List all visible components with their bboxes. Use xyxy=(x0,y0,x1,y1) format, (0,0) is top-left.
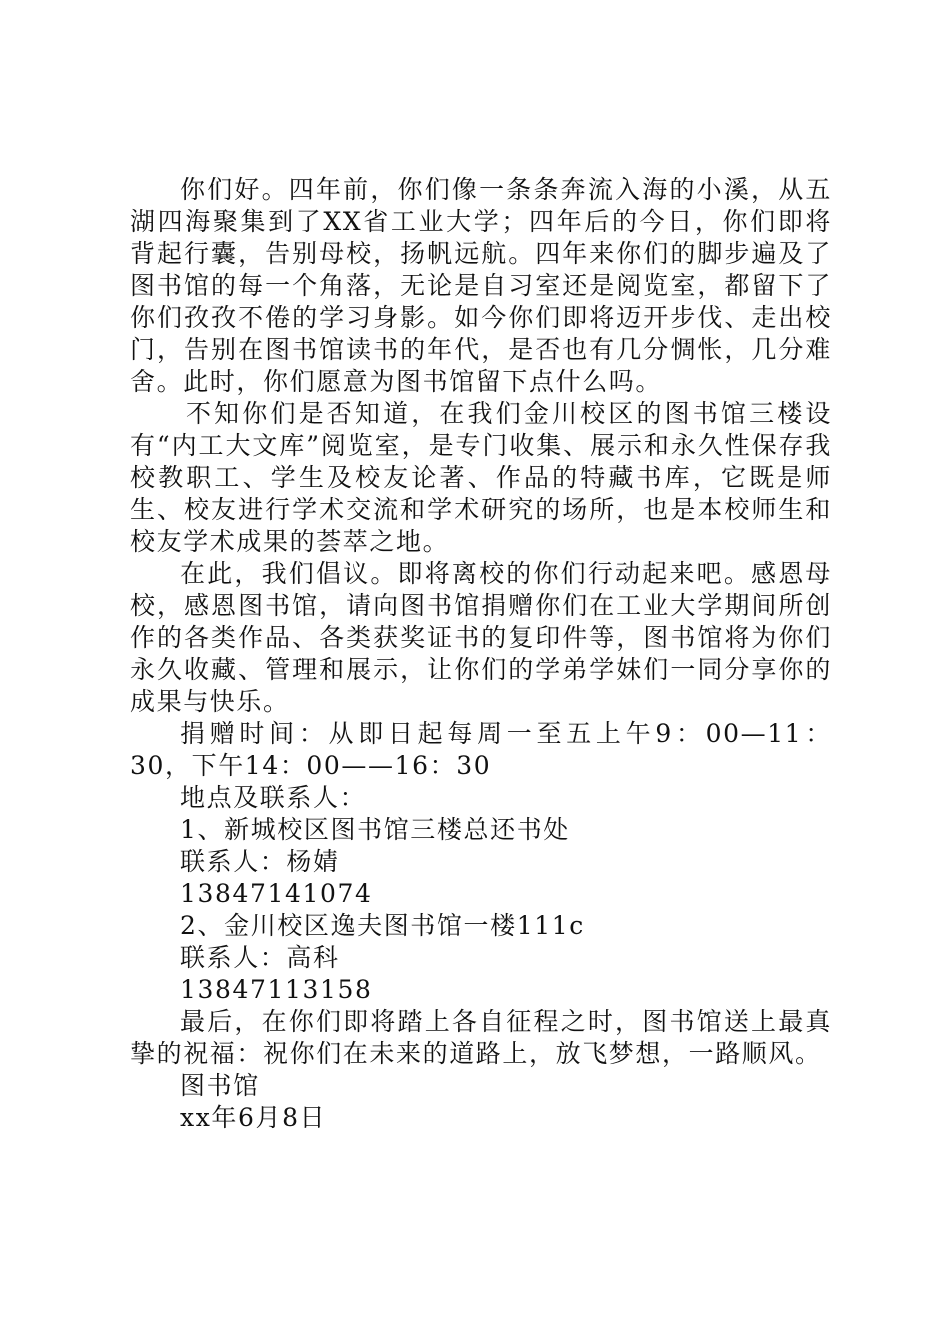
proposal-paragraph: 在此，我们倡议。即将离校的你们行动起来吧。感恩母校，感恩图书馆，请向图书馆捐赠你们在工业大学期间所创作的各类作品、各类获奖证书的复印件等，图书馆将为你们永久收藏、管理和展示，让你们的学弟学妹们一同分享你的成果与快乐。 xyxy=(130,559,832,716)
location-1: 1、新城校区图书馆三楼总还书处 xyxy=(180,815,570,844)
contact-phone-2: 13847113158 xyxy=(180,975,373,1004)
document-body xyxy=(130,174,832,1134)
greeting-paragraph: 你们好。四年前，你们像一条条奔流入海的小溪，从五湖四海聚集到了XX省工业大学；四年后的今日，你们即将背起行囊，告别母校，扬帆远航。四年来你们的脚步遍及了图书馆的每一个角落，无论是自习室还是阅览室，都留下了你们孜孜不倦的学习身影。如今你们即将迈开步伐、走出校门，告别在图书馆读书的年代，是否也有几分惆怅，几分难舍。此时，你们愿意为图书馆留下点什么吗。 xyxy=(130,175,832,396)
contact-person-2: 联系人：高科 xyxy=(180,943,340,972)
donation-time-paragraph: 捐赠时间：从即日起每周一至五上午9：00—11：30，下午14：00——16：30 xyxy=(130,719,832,780)
location-2: 2、金川校区逸夫图书馆一楼111c xyxy=(180,911,585,940)
location-contact-heading: 地点及联系人： xyxy=(180,783,367,812)
contact-phone-1: 13847141074 xyxy=(180,879,373,908)
signature-organization: 图书馆 xyxy=(180,1071,260,1100)
library-collection-paragraph: 不知你们是否知道，在我们金川校区的图书馆三楼设有“内工大文库”阅览室，是专门收集、展示和永久性保存我校教职工、学生及校友论著、作品的特藏书库，它既是师生、校友进行学术交流和学术研究的场所，也是本校师生和校友学术成果的荟萃之地。 xyxy=(130,399,832,556)
closing-blessing-paragraph: 最后，在你们即将踏上各自征程之时，图书馆送上最真挚的祝福：祝你们在未来的道路上，放飞梦想，一路顺风。 xyxy=(130,1007,832,1068)
contact-person-1: 联系人：杨婧 xyxy=(180,847,340,876)
signature-date: xx年6月8日 xyxy=(180,1103,327,1132)
